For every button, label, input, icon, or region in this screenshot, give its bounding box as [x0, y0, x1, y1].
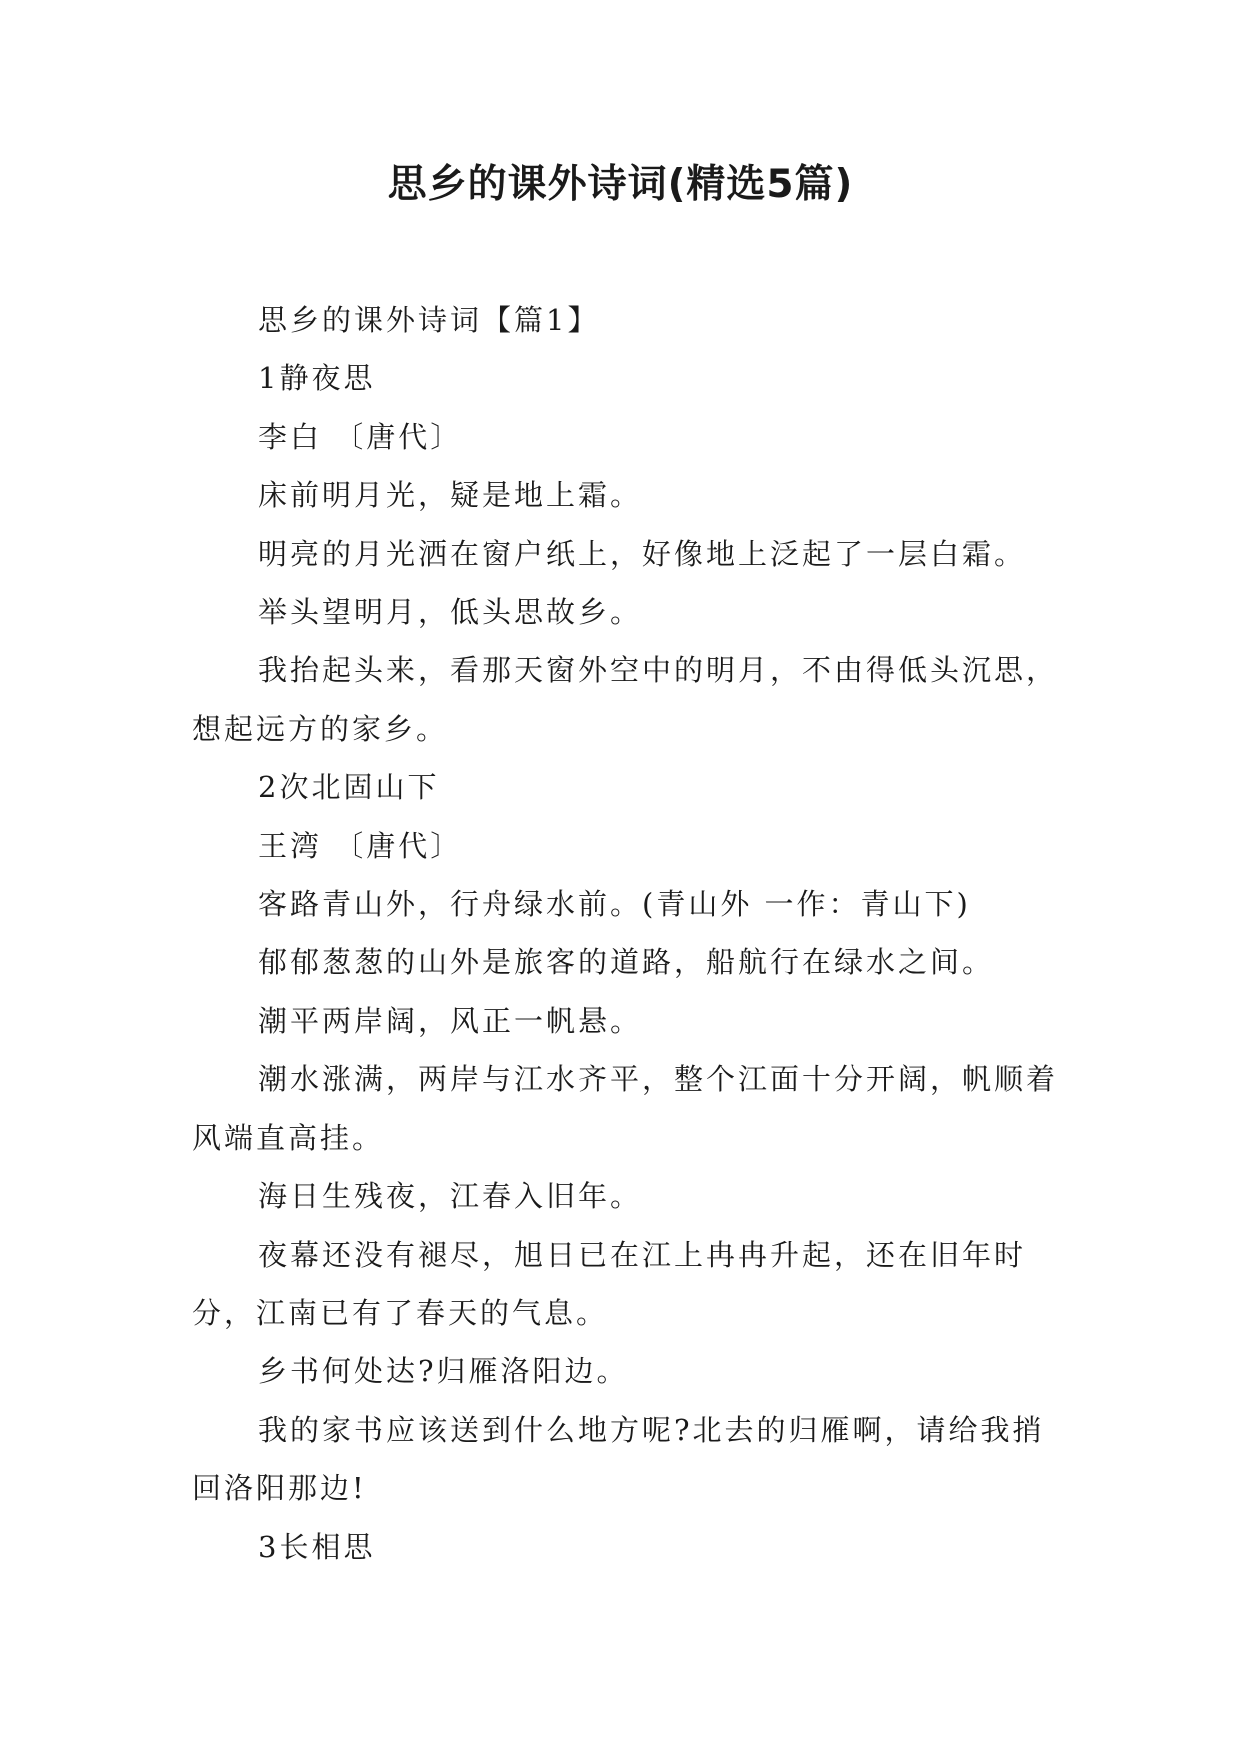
- poem-translation: 我的家书应该送到什么地方呢?北去的归雁啊，请给我捎回洛阳那边!: [192, 1412, 1045, 1506]
- poem-line: 乡书何处达?归雁洛阳边。: [258, 1354, 629, 1389]
- section-heading-1: 思乡的课外诗词【篇1】: [258, 303, 600, 337]
- poem-author: 李白 〔唐代〕: [258, 419, 463, 454]
- poem-line: 床前明月光，疑是地上霜。: [258, 478, 643, 513]
- poem-title-cibeigushanxia: 2次北固山下: [258, 770, 440, 805]
- poem-author: 王湾 〔唐代〕: [258, 828, 463, 863]
- poem-title-jingyesi: 1静夜思: [258, 361, 376, 396]
- poem-line: 举头望明月，低头思故乡。: [258, 595, 643, 630]
- poem-translation: 我抬起头来，看那天窗外空中的明月，不由得低头沉思，想起远方的家乡。: [192, 653, 1059, 746]
- poem-translation: 潮水涨满，两岸与江水齐平，整个江面十分开阔，帆顺着风端直高挂。: [192, 1062, 1059, 1155]
- poem-title-changxiangsi: 3长相思: [258, 1529, 376, 1564]
- poem-translation: 明亮的月光洒在窗户纸上，好像地上泛起了一层白霜。: [258, 536, 1027, 571]
- document-title: 思乡的课外诗词(精选5篇): [387, 162, 854, 207]
- poem-line: 潮平两岸阔，风正一帆悬。: [258, 1003, 643, 1038]
- poem-line: 客路青山外，行舟绿水前。(青山外 一作：青山下): [258, 887, 971, 922]
- document-body: [192, 291, 1062, 1576]
- poem-translation: 郁郁葱葱的山外是旅客的道路，船航行在绿水之间。: [258, 945, 995, 980]
- poem-translation: 夜幕还没有褪尽，旭日已在江上冉冉升起，还在旧年时分，江南已有了春天的气息。: [192, 1237, 1027, 1330]
- poem-line: 海日生残夜，江春入旧年。: [258, 1179, 643, 1214]
